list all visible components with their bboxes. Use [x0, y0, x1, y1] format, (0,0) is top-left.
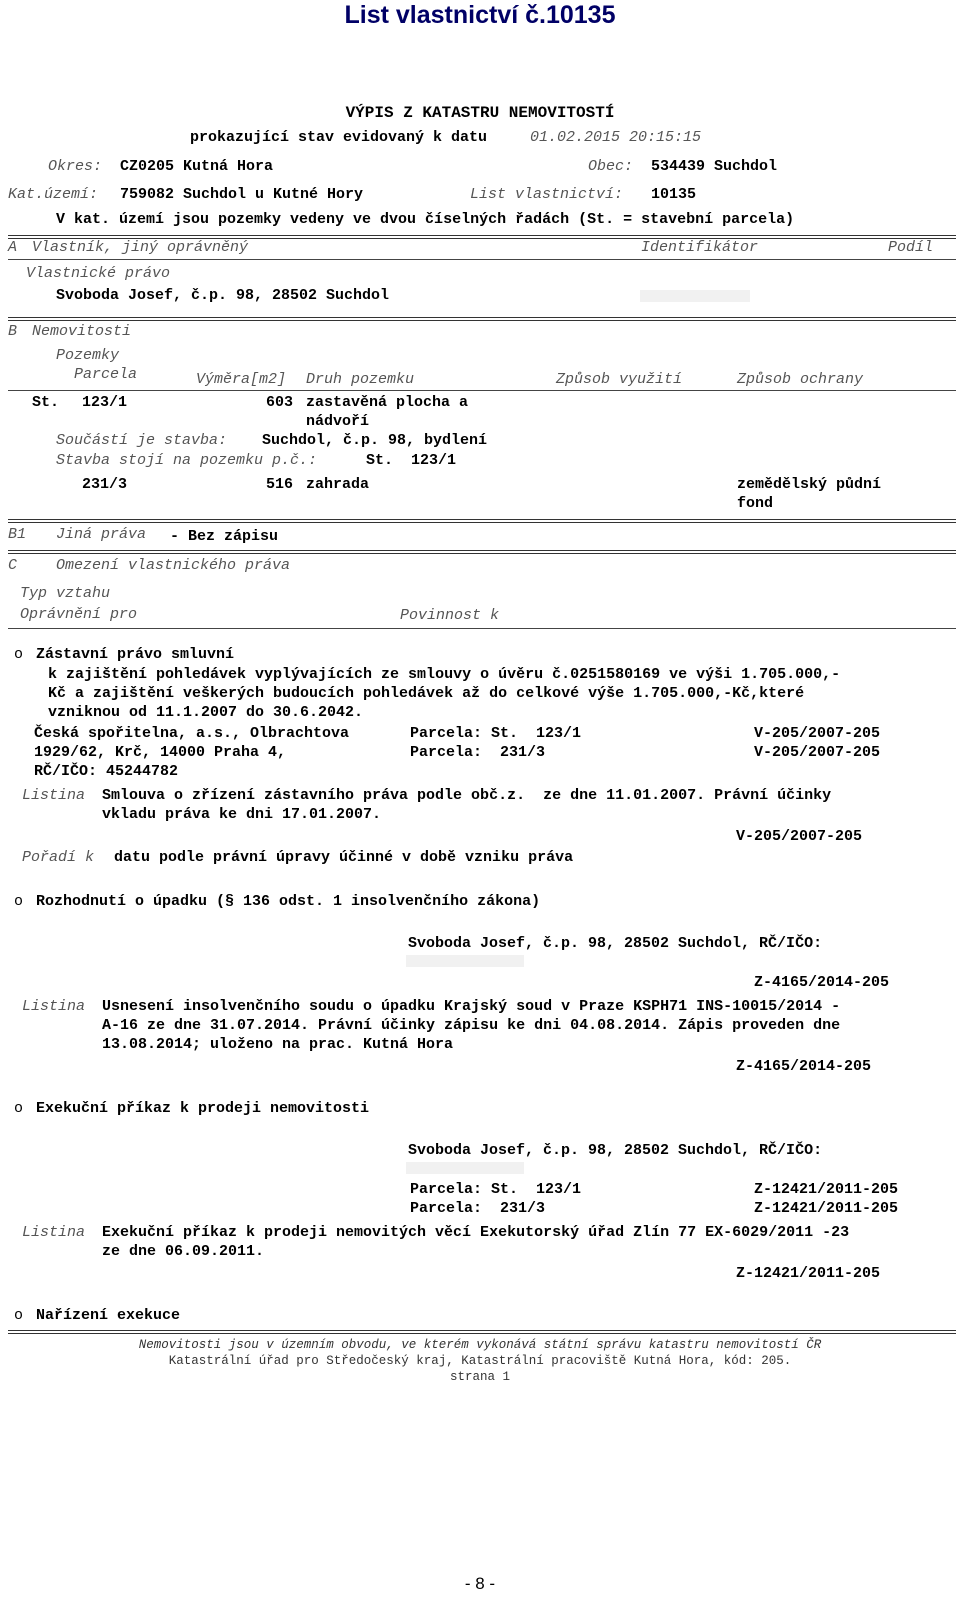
entry1-desc-line3: vzniknou od 11.1.2007 do 30.6.2042. — [48, 704, 364, 721]
col-typ-vztahu: Typ vztahu — [20, 585, 111, 602]
row1-parcela: 123/1 — [82, 394, 128, 411]
okres-value: CZ0205 Kutná Hora — [120, 158, 274, 175]
page-number: - 8 - — [464, 1574, 496, 1593]
col-podil: Podíl — [888, 239, 934, 256]
entry1-creditor-line2: 1929/62, Krč, 14000 Praha 4, — [34, 744, 287, 761]
okres-label: Okres: — [48, 158, 103, 175]
entry1-listina-label: Listina — [22, 787, 86, 804]
col-identifikator: Identifikátor — [641, 239, 759, 256]
entry1-title: Zástavní právo smluvní — [36, 646, 235, 663]
entry2-redacted — [406, 955, 524, 967]
col-povinnost: Povinnost k — [400, 607, 500, 624]
col-ochrana: Způsob ochrany — [737, 371, 864, 388]
entry3-parcel1: Parcela: St. 123/1 — [410, 1181, 582, 1198]
soucasti-value: Suchdol, č.p. 98, bydlení — [262, 432, 488, 449]
extract-title: VÝPIS Z KATASTRU NEMOVITOSTÍ — [345, 104, 615, 122]
stavba-label: Stavba stojí na pozemku p.č.: — [56, 452, 318, 469]
section-a-letter: A — [8, 239, 18, 256]
kat-label: Kat.území: — [8, 186, 99, 203]
entry2-bullet: o — [14, 893, 24, 910]
entry1-parcel1: Parcela: St. 123/1 — [410, 725, 582, 742]
page-title: List vlastnictví č.10135 — [344, 1, 616, 29]
stavba-value: St. 123/1 — [366, 452, 457, 469]
entry3-bullet: o — [14, 1100, 24, 1117]
entry1-desc-line1: k zajištění pohledávek vyplývajících ze smlouvy o úvěru č.0251580169 ve výši 1.705.000,- — [48, 666, 841, 683]
entry2-listina-line2: A-16 ze dne 31.07.2014. Právní účinky zápisu ke dni 04.08.2014. Zápis proveden dne — [102, 1017, 841, 1034]
footer-line3: strana 1 — [449, 1370, 510, 1384]
section-b1-value: - Bez zápisu — [170, 528, 279, 545]
entry2-listina-line1: Usnesení insolvenčního soudu o úpadku Krajský soud v Praze KSPH71 INS-10015/2014 - — [102, 998, 841, 1015]
subtitle-prefix: prokazující stav evidovaný k datu — [190, 129, 488, 146]
row1-vymera: 603 — [266, 394, 294, 411]
row1-druh-line1: zastavěná plocha a — [306, 394, 469, 411]
section-c-rule — [8, 550, 956, 554]
row2-vymera: 516 — [266, 476, 294, 493]
section-b1-letter: B1 — [8, 526, 27, 543]
entry3-ref1: Z-12421/2011-205 — [754, 1181, 899, 1198]
redacted-identifier — [640, 290, 750, 302]
obec-label: Obec: — [588, 158, 634, 175]
entry2-ref-top: Z-4165/2014-205 — [754, 974, 890, 991]
pozemky-label: Pozemky — [56, 347, 120, 364]
entry1-poradi-value: datu podle právní úpravy účinné v době vzniku práva — [114, 849, 574, 866]
soucasti-label: Součástí je stavba: — [56, 432, 228, 449]
entry1-creditor-line3: RČ/IČO: 45244782 — [34, 763, 179, 780]
lv-label: List vlastnictví: — [470, 186, 624, 203]
obec-value: 534439 Suchdol — [651, 158, 778, 175]
entry3-ref2: Z-12421/2011-205 — [754, 1200, 899, 1217]
entry3-listina-line2: ze dne 06.09.2011. — [102, 1243, 265, 1260]
row2-ochrana-line2: fond — [737, 495, 774, 512]
entry3-parcel2: Parcela: 231/3 — [410, 1200, 546, 1217]
row1-druh-line2: nádvoří — [306, 413, 370, 430]
footer-rule — [8, 1330, 956, 1334]
entry3-party: Svoboda Josef, č.p. 98, 28502 Suchdol, RČ/IČO: — [408, 1142, 823, 1159]
entry2-listina-line3: 13.08.2014; uloženo na prac. Kutná Hora — [102, 1036, 454, 1053]
entry4-bullet: o — [14, 1307, 24, 1324]
col-druh: Druh pozemku — [306, 371, 415, 388]
footer-line2: Katastrální úřad pro Středočeský kraj, Katastrální pracoviště Kutná Hora, kód: 205. — [168, 1354, 792, 1368]
section-a-title: Vlastník, jiný oprávněný — [32, 239, 249, 256]
entry2-party: Svoboda Josef, č.p. 98, 28502 Suchdol, RČ/IČO: — [408, 935, 823, 952]
section-c-letter: C — [8, 557, 18, 574]
section-b-letter: B — [8, 323, 18, 340]
entry3-listina-ref: Z-12421/2011-205 — [736, 1265, 881, 1282]
section-b-underline — [8, 390, 956, 391]
section-a-underline — [8, 259, 956, 260]
row1-parcela-prefix: St. — [32, 394, 60, 411]
entry2-title: Rozhodnutí o úpadku (§ 136 odst. 1 insolvenčního zákona) — [36, 893, 541, 910]
entry3-listina-line1: Exekuční příkaz k prodeji nemovitých věcí Exekutorský úřad Zlín 77 EX-6029/2011 -23 — [102, 1224, 850, 1241]
entry1-parcel2: Parcela: 231/3 — [410, 744, 546, 761]
row2-ochrana-line1: zemědělský půdní — [737, 476, 882, 493]
section-b-rule — [8, 317, 956, 321]
col-vyuziti: Způsob využití — [556, 371, 683, 388]
lv-value: 10135 — [651, 186, 697, 203]
kat-value: 759082 Suchdol u Kutné Hory — [120, 186, 364, 203]
entry2-listina-label: Listina — [22, 998, 86, 1015]
entry4-title: Nařízení exekuce — [36, 1307, 181, 1324]
vlastnicke-pravo-label: Vlastnické právo — [26, 265, 171, 282]
entry1-ref1: V-205/2007-205 — [754, 725, 881, 742]
entry2-listina-ref: Z-4165/2014-205 — [736, 1058, 872, 1075]
entry3-redacted — [406, 1162, 524, 1174]
entry1-poradi-label: Pořadí k — [22, 849, 95, 866]
row2-parcela: 231/3 — [82, 476, 128, 493]
section-b1-rule — [8, 519, 956, 523]
col-parcela: Parcela — [74, 366, 138, 383]
entry3-title: Exekuční příkaz k prodeji nemovitosti — [36, 1100, 370, 1117]
col-vymera: Výměra[m2] — [196, 371, 287, 388]
col-opravneni: Oprávnění pro — [20, 606, 138, 623]
section-c-underline — [8, 628, 956, 629]
entry3-listina-label: Listina — [22, 1224, 86, 1241]
owner-name: Svoboda Josef, č.p. 98, 28502 Suchdol — [56, 287, 390, 304]
section-c-title: Omezení vlastnického práva — [56, 557, 291, 574]
footer-line1: Nemovitosti jsou v územním obvodu, ve kterém vykonává státní správu katastru nemovitostí ČR — [138, 1338, 822, 1352]
entry1-listina-line1: Smlouva o zřízení zástavního práva podle obč.z. ze dne 11.01.2007. Právní účinky — [102, 787, 832, 804]
row2-druh: zahrada — [306, 476, 370, 493]
entry1-listina-ref: V-205/2007-205 — [736, 828, 863, 845]
entry1-desc-line2: Kč a zajištění veškerých budoucích pohledávek až do celkové výše 1.705.000,-Kč,které — [48, 685, 805, 702]
entry1-listina-line2: vkladu práva ke dni 17.01.2007. — [102, 806, 382, 823]
header-note: V kat. území jsou pozemky vedeny ve dvou číselných řadách (St. = stavební parcela) — [56, 211, 795, 228]
entry1-bullet: o — [14, 646, 24, 663]
section-b1-title: Jiná práva — [56, 526, 147, 543]
entry1-creditor-line1: Česká spořitelna, a.s., Olbrachtova — [34, 725, 350, 742]
subtitle-date: 01.02.2015 20:15:15 — [530, 129, 702, 146]
section-b-title: Nemovitosti — [32, 323, 132, 340]
entry1-ref2: V-205/2007-205 — [754, 744, 881, 761]
